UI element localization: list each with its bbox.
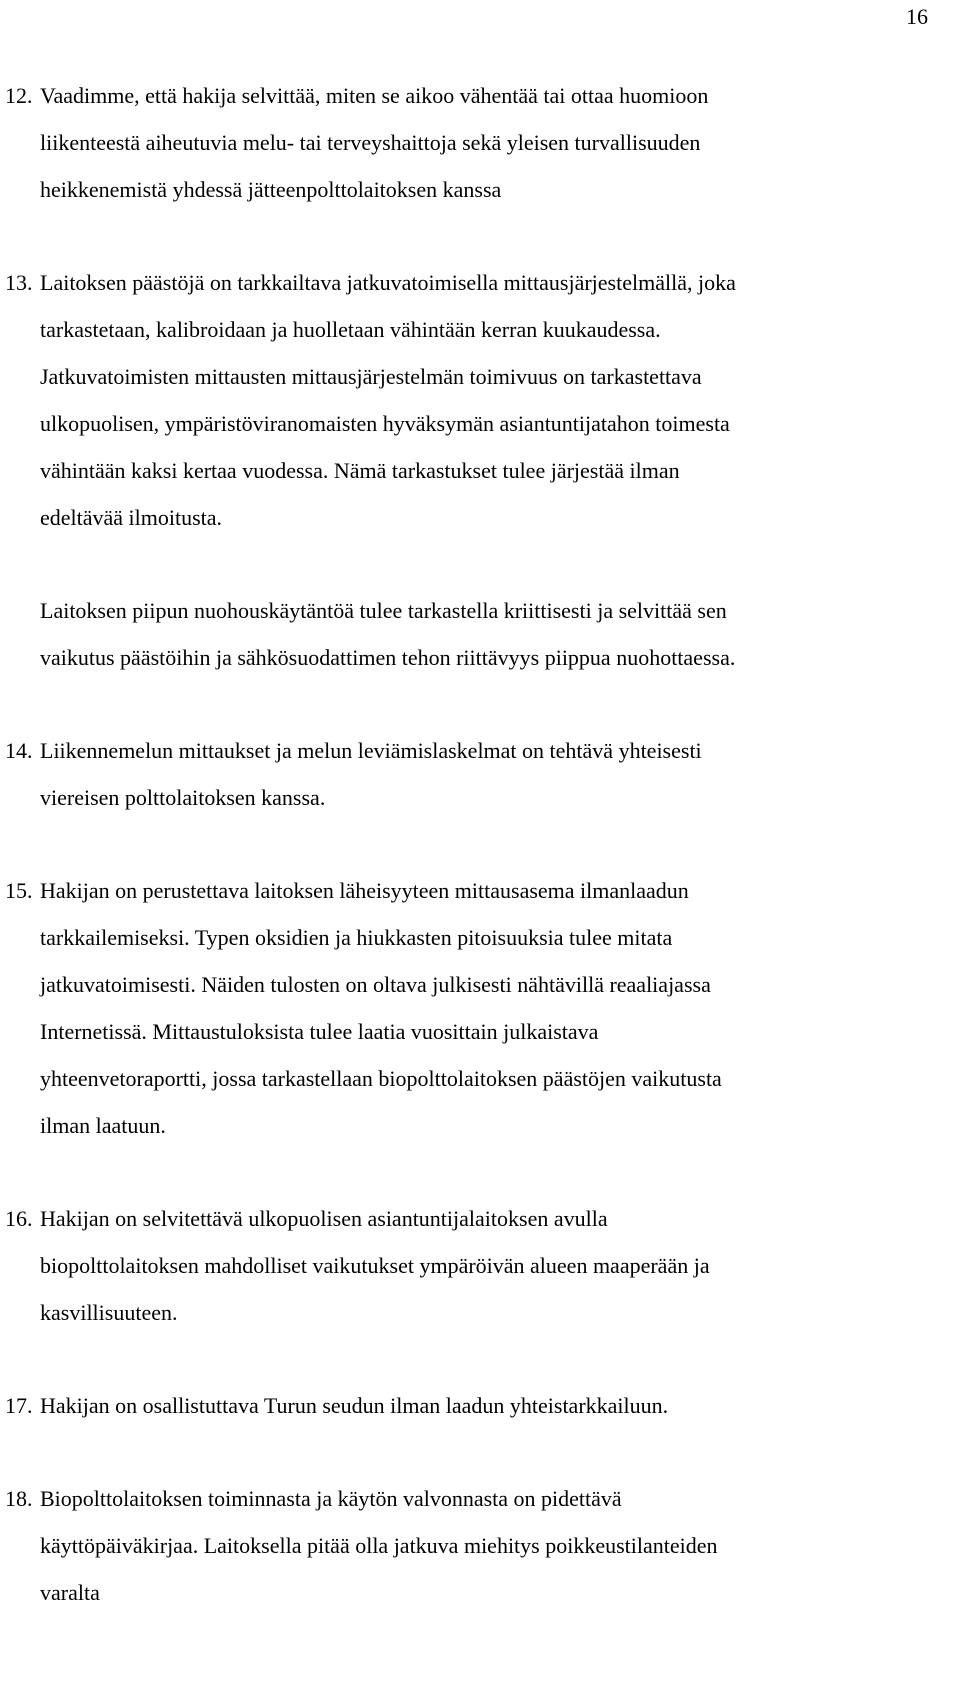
paragraph-line: tarkastetaan, kalibroidaan ja huolletaan vähintään kerran kuukaudessa.	[40, 317, 661, 342]
document-body	[0, 72, 960, 1616]
paragraph-line: tarkkailemiseksi. Typen oksidien ja hiukkasten pitoisuuksia tulee mitata	[40, 925, 673, 950]
paragraph-line: Hakijan on perustettava laitoksen läheisyyteen mittausasema ilmanlaadun	[40, 878, 689, 903]
paragraph-line: Liikennemelun mittaukset ja melun leviämislaskelmat on tehtävä yhteisesti	[40, 738, 702, 763]
paragraph-line: ulkopuolisen, ympäristöviranomaisten hyväksymän asiantuntijatahon toimesta	[40, 411, 730, 436]
paragraph-line: kasvillisuuteen.	[40, 1300, 178, 1325]
page-number: 16	[906, 4, 928, 29]
list-item-13	[0, 259, 960, 541]
list-item-14	[0, 727, 960, 821]
item-number: 15.	[5, 878, 33, 903]
paragraph-line: Hakijan on selvitettävä ulkopuolisen asiantuntijalaitoksen avulla	[40, 1206, 608, 1231]
paragraph-line: varalta	[40, 1580, 100, 1605]
list-item-17	[0, 1382, 960, 1429]
paragraph-line: liikenteestä aiheutuvia melu- tai terveyshaittoja sekä yleisen turvallisuuden	[40, 130, 701, 155]
list-item-18	[0, 1475, 960, 1616]
item-number: 16.	[5, 1206, 33, 1231]
paragraph-line: heikkenemistä yhdessä jätteenpolttolaitoksen kanssa	[40, 177, 502, 202]
list-item-16	[0, 1195, 960, 1336]
paragraph-line: Biopolttolaitoksen toiminnasta ja käytön valvonnasta on pidettävä	[40, 1486, 622, 1511]
paragraph-line: vähintään kaksi kertaa vuodessa. Nämä tarkastukset tulee järjestää ilman	[40, 458, 680, 483]
list-item-12	[0, 72, 960, 213]
paragraph-line: Vaadimme, että hakija selvittää, miten se aikoo vähentää tai ottaa huomioon	[40, 83, 709, 108]
paragraph-line: biopolttolaitoksen mahdolliset vaikutukset ympäröivän alueen maaperään ja	[40, 1253, 710, 1278]
paragraph-line: Laitoksen piipun nuohouskäytäntöä tulee tarkastella kriittisesti ja selvittää sen	[40, 598, 727, 623]
paragraph-line: Jatkuvatoimisten mittausten mittausjärjestelmän toimivuus on tarkastettava	[40, 364, 702, 389]
item-number: 12.	[5, 83, 33, 108]
list-item-13-continued	[0, 587, 960, 681]
paragraph-line: vaikutus päästöihin ja sähkösuodattimen tehon riittävyys piippua nuohottaessa.	[40, 645, 736, 670]
paragraph-line: jatkuvatoimisesti. Näiden tulosten on oltava julkisesti nähtävillä reaaliajassa	[40, 972, 711, 997]
paragraph-line: Hakijan on osallistuttava Turun seudun ilman laadun yhteistarkkailuun.	[40, 1393, 669, 1418]
paragraph-line: edeltävää ilmoitusta.	[40, 505, 223, 530]
item-number: 13.	[5, 270, 33, 295]
paragraph-line: ilman laatuun.	[40, 1113, 166, 1138]
item-number: 14.	[5, 738, 33, 763]
list-item-15	[0, 867, 960, 1149]
paragraph-line: käyttöpäiväkirjaa. Laitoksella pitää olla jatkuva miehitys poikkeustilanteiden	[40, 1533, 718, 1558]
paragraph-line: yhteenvetoraportti, jossa tarkastellaan biopolttolaitoksen päästöjen vaikutusta	[40, 1066, 722, 1091]
paragraph-line: viereisen polttolaitoksen kanssa.	[40, 785, 326, 810]
paragraph-line: Internetissä. Mittaustuloksista tulee laatia vuosittain julkaistava	[40, 1019, 599, 1044]
item-number: 18.	[5, 1486, 33, 1511]
item-number: 17.	[5, 1393, 33, 1418]
paragraph-line: Laitoksen päästöjä on tarkkailtava jatkuvatoimisella mittausjärjestelmällä, joka	[40, 270, 736, 295]
